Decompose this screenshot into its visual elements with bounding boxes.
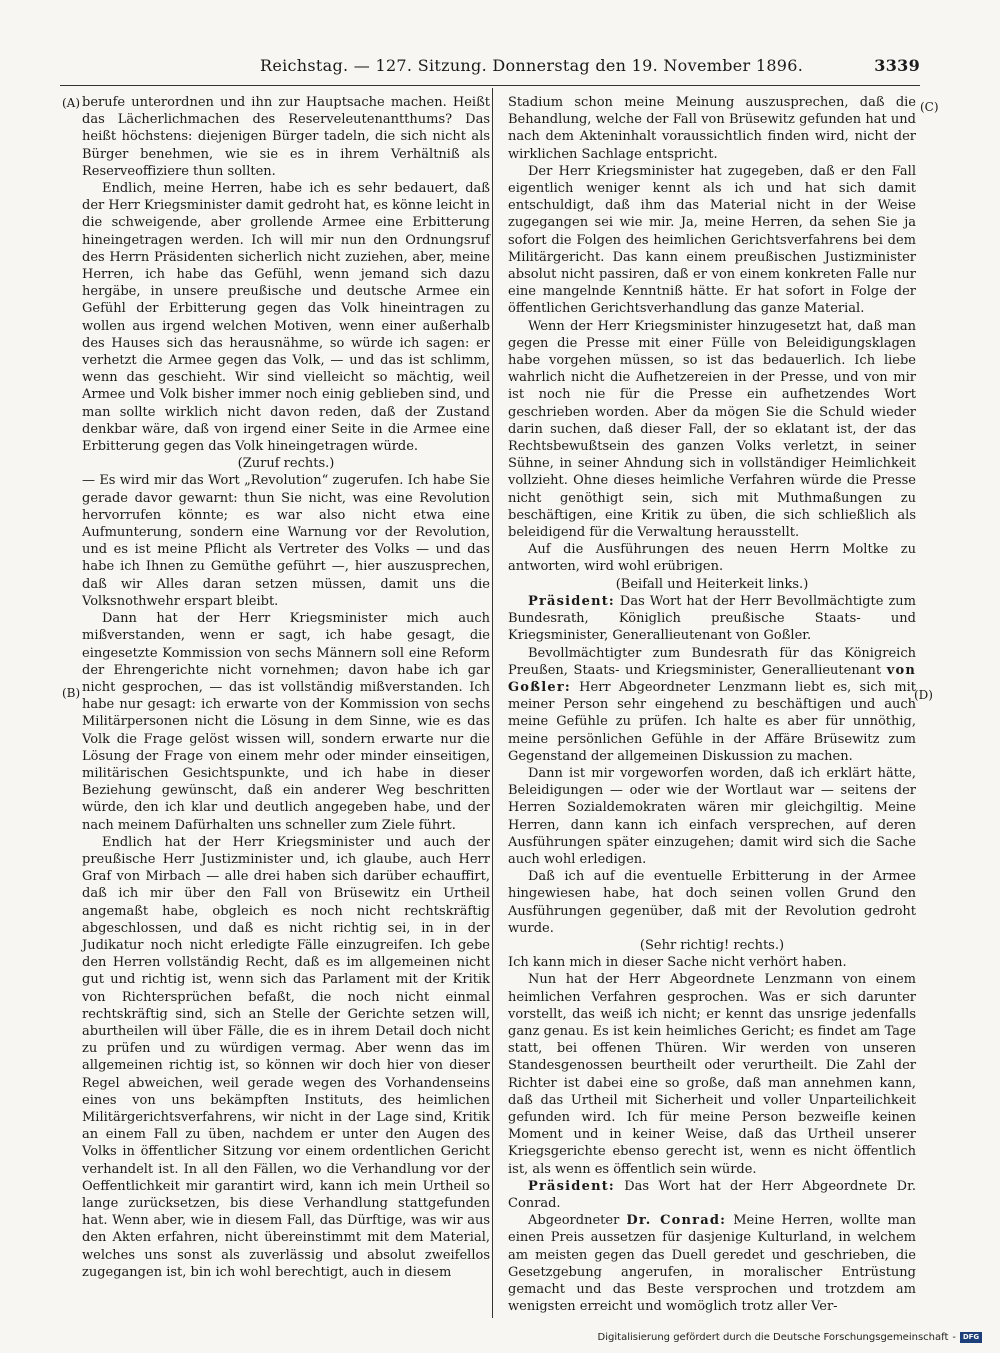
paragraph: Wenn der Herr Kriegsminister hinzugesetzt hat, daß man gegen die Presse mit einer Fülle von Beleidigungsklagen habe vorgehen müssen, so ist das bedauerlich. Ich liebe wahrlich nicht die Aufhetzereien in der Presse, und von mir ist noch nie für die Presse ein aufhetzendes Wort geschrieben worden. Aber da mögen Sie die Schuld wieder darin suchen, daß dieser Fall, der so eklatant ist, der das Rechtsbewußtsein des ganzen Volks verletzt, in seiner Sühne, in seiner Ahndung sich in vollständiger Heimlichkeit vollzieht. Ohne dieses heimliche Verfahren würde die Presse nicht genöthigt sein, sich mit Muthmaßungen zu beschäftigen, eine Kritik zu üben, die sich schließlich als beleidigend für die Verwaltung herausstellt. — [508, 318, 916, 541]
paragraph: Nun hat der Herr Abgeordnete Lenzmann von einem heimlichen Verfahren gesprochen. Was er sich darunter vorstellt, das weiß ich nicht; er kennt das unsrige jedenfalls ganz genau. Es ist kein heimliches Gericht; es findet am Tage statt, bei offenen Thüren. Wir werden von unseren Standesgenossen beurtheilt oder verurtheilt. Die Zahl der Richter ist dabei eine so große, daß man annehmen kann, daß das Urtheil mit Sicherheit und voller Unparteilichkeit gefunden wird. Ich für meine Person bezweifle keinen Moment und in keiner Weise, daß das Urtheil unserer Kriegsgerichte ebenso gerecht ist, wenn es nicht öffentlich ist, als wenn es öffentlich sein würde. — [508, 972, 916, 1177]
speech-text: Das Wort hat der Herr Bevollmächtigte zum Bundesrath, Königlich preußische Staats- und Kriegsminister, Generallieutenant von Goßler. — [508, 593, 916, 644]
speaker-name: Präsident: — [528, 593, 615, 609]
interjection: (Zuruf rechts.) — [237, 456, 335, 472]
paragraph: Dann hat der Herr Kriegsminister mich auch mißverstanden, wenn er sagt, ich habe gesagt, die eingesetzte Kommission von sechs Männern soll eine Reform der Ehrengerichte nicht vornehmen; davon habe ich gar nicht gesprochen, — das ist vollständig mißverstanden. Ich habe nur gesagt: ich erwarte von der Kommission von sechs Militärpersonen nicht die Lösung in dem Sinne, wie es das Volk die Frage gelöst wissen will, sondern erwarte nur die Lösung der Frage von einem mehr oder minder einseitigen, militärischen Gesichtspunkte, und ich habe in dieser Beziehung gewünscht, daß ein anderer Weg beschritten würde, den ich klar und deutlich angegeben habe, und der nach meinem Dafürhalten uns schneller zum Ziele führt. — [82, 611, 490, 833]
margin-marker-a: (A) — [62, 96, 81, 110]
paragraph: Daß ich auf die eventuelle Erbitterung in der Armee hingewiesen habe, hat doch seinen vollen Grund den Ausführungen gegenüber, daß mit der Revolution gedroht wurde. — [508, 869, 916, 936]
paragraph: Endlich hat der Herr Kriegsminister und auch der preußische Herr Justizminister und, ich glaube, auch Herr Graf von Mirbach — alle drei haben sich darüber echauffirt, daß ich mir über den Fall von Brüsewitz ein Urtheil angemaßt habe, obgleich es noch nicht rechtskräftig abgeschlossen, und daß es nicht richtig sei, in in der Judikatur noch nicht erledigte Fälle einzugreifen. Ich gebe den Herren vollständig Recht, daß es im allgemeinen nicht gut und richtig ist, wenn sich das Parlament mit der Kritik von Richtersprüchen befaßt, die noch nicht einmal rechtskräftig sind, sich an Stelle der Gerichte setzen will, aburtheilen will über Fälle, die es in ihrem Detail doch nicht zu prüfen und zu würdigen vermag. Aber wenn das im allgemeinen richtig ist, so können wir doch hier von dieser Regel abweichen, weil gerade wegen des Vorhandenseins eines von uns bekämpften Instituts, des heimlichen Militärgerichtsverfahrens, wir nicht in der Lage sind, Kritik an einem Fall zu üben, nachdem er unter den Augen des Volks in öffentlicher Sitzung vor einem ordentlichen Gericht verhandelt ist. In all den Fällen, wo die Verhandlung vor der Oeffentlichkeit mir garantirt wird, kann ich mein Urtheil so lange zurücksetzen, bis diese Verhandlung stattgefunden hat. Wenn aber, wie in diesem Fall, das Dürftige, was wir aus den Akten erfahren, nicht übereinstimmt mit dem Material, welches uns sonst als zuverlässig und absolut zweifellos zugegangen ist, bin ich wohl berechtigt, auch in diesem — [82, 834, 490, 1280]
interjection: (Beifall und Heiterkeit links.) — [615, 576, 809, 592]
speaker-paragraph — [508, 1178, 916, 1212]
margin-marker-d: (D) — [914, 688, 933, 702]
paragraph: Auf die Ausführungen des neuen Herrn Moltke zu antworten, wird wohl erübrigen. — [508, 542, 916, 575]
paragraph: Ich kann mich in dieser Sache nicht verhört haben. — [508, 955, 847, 971]
paragraph: Dann ist mir vorgeworfen worden, daß ich erklärt hätte, Beleidigungen — oder wie der Wortlaut war — seitens der Herren Sozialdemokraten wären mir gleichgiltig. Meine Herren, dann kann ich einfach versprechen, auf deren Ausführungen später einzugehen; damit wird sich die Sache auch wohl erledigen. — [508, 765, 916, 867]
speaker-name: von Goßler: — [508, 662, 916, 695]
speech-text: Das Wort hat der Herr Abgeordnete Dr. Conrad. — [508, 1178, 916, 1211]
paragraph: berufe unterordnen und ihn zur Hauptsache machen. Heißt das Lächerlichmachen des Reserveleutenantthums? Das heißt höchstens: diejenigen Bürger tadeln, die sich nicht als Bürger benehmen, wie sie es in ihrem Verhältniß als Reserveoffiziere thun sollten. — [82, 95, 490, 179]
margin-marker-b: (B) — [62, 686, 81, 700]
right-column — [508, 94, 916, 1315]
speaker-paragraph — [508, 1212, 916, 1315]
speaker-name: Präsident: — [528, 1178, 615, 1194]
speech-text: Herr Abgeordneter Lenzmann liebt es, sich mit meiner Person sehr eingehend zu beschäftigen und auch meine Gefühle zu prüfen. Ich halte es aber für unnöthig, meine persönlichen Gefühle in der Affäre Brüsewitz zum Gegenstand der allgemeinen Diskussion zu machen. — [508, 679, 916, 764]
left-column — [82, 94, 490, 1281]
speaker-title: Abgeordneter — [528, 1213, 627, 1229]
page-header — [60, 56, 920, 82]
margin-marker-c: (C) — [920, 100, 939, 114]
speech-text: Meine Herren, wollte man einen Preis aussetzen für dasjenige Kulturland, in welchem am meisten gegen das Duell geredet und geschrieben, die Gesetzgebung angerufen, in moralischer Entrüstung gemacht und das Beste versprochen und trotzdem am wenigsten erreicht und womöglich trotz aller Ver- — [508, 1213, 916, 1315]
digitization-credit: Digitalisierung gefördert durch die Deutsche Forschungsgemeinschaft - DFG — [598, 1332, 982, 1343]
paragraph: — Es wird mir das Wort „Revolution“ zugerufen. Ich habe Sie gerade davor gewarnt: thun Sie nicht, was eine Revolution hervorrufen könnte; es war also nicht etwa eine Aufmunterung, sondern eine Warnung vor der Revolution, und es ist meine Pflicht als Vertreter des Volks — und das habe ich Ihnen zu Gemüthe geführt —, hier auszusprechen, daß wir Alles daran setzen müssen, damit uns die Volksnothwehr erspart bleibt. — [82, 473, 490, 609]
running-title: Reichstag. — 127. Sitzung. Donnerstag den 19. November 1896. — [260, 56, 804, 75]
speaker-name: Dr. Conrad: — [626, 1213, 727, 1229]
paragraph: Endlich, meine Herren, habe ich es sehr bedauert, daß der Herr Kriegsminister damit gedroht hat, es könne leicht in die schweigende, aber grollende Armee eine Erbitterung hineingetragen werden. Ich will mir nun den Ordnungsruf des Herrn Präsidenten sicherlich nicht zuziehen, aber, meine Herren, ich habe das Gefühl, wenn jemand sich dazu hergäbe, in unsere preußische und deutsche Armee ein Gefühl der Erbitterung gegen das Volk hineintragen zu wollen aus irgend welchen Motiven, wenn einer außerhalb des Hauses sich das herausnähme, so würde ich sagen: er verhetzt die Armee gegen das Volk, — und das ist schlimm, wenn das geschieht. Wir sind vielleicht so mächtig, weil Armee und Volk bisher immer noch einig geblieben sind, und man sollte wirklich nicht davon reden, daß der Zustand denkbar wäre, daß von irgend einer Seite in die Armee eine Erbitterung gegen das Volk hineingetragen würde. — [82, 181, 490, 455]
speaker-paragraph — [508, 593, 916, 645]
paragraph: Stadium schon meine Meinung auszusprechen, daß die Behandlung, welche der Fall von Brüsewitz gefunden hat und nach dem Akteninhalt voraussichtlich finden wird, nicht der wirklichen Sachlage entspricht. — [508, 95, 916, 162]
speaker-title: Bevollmächtigter zum Bundesrath für das Königreich Preußen, Staats- und Kriegsminister, Generallieutenant — [508, 645, 916, 678]
column-divider — [492, 88, 493, 1318]
page-number: 3339 — [874, 56, 920, 75]
dfg-logo-icon: DFG — [960, 1332, 982, 1343]
paragraph: Der Herr Kriegsminister hat zugegeben, daß er den Fall eigentlich weniger kennt als ich und hat sich damit entschuldigt, daß ihm das Material nicht in der Weise zugegangen sei wie mir. Ja, meine Herren, da sehen Sie ja sofort die Folgen des heimlichen Gerichtsverfahrens bei dem Militärgericht. Das kann einem preußischen Justizminister absolut nicht passiren, daß er von einem konkreten Falle nur eine mangelnde Kenntniß hätte. Er hat sofort in Folge der öffentlichen Gerichtsverhandlung das ganze Material. — [508, 163, 916, 317]
speaker-paragraph — [508, 645, 916, 765]
header-rule — [60, 85, 920, 86]
interjection: (Sehr richtig! rechts.) — [639, 937, 785, 953]
credit-text: Digitalisierung gefördert durch die Deutsche Forschungsgemeinschaft — [597, 1332, 949, 1343]
